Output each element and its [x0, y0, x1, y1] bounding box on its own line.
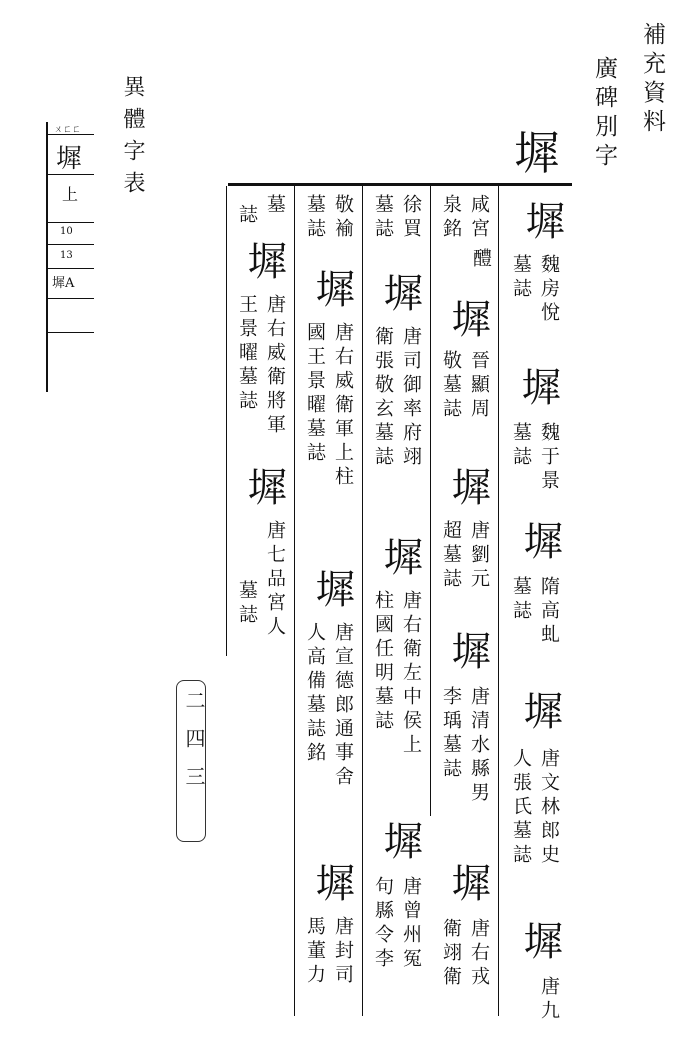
variant-glyph: 墀: [519, 200, 565, 240]
supplement-title: 補充資料: [639, 22, 665, 138]
index-num-2: 10: [60, 226, 73, 237]
variant-glyph: 墀: [517, 520, 563, 560]
variant-glyph: 墀: [445, 298, 491, 338]
page-marker-box: [176, 680, 206, 842]
entry-column-2: [432, 190, 498, 1020]
source-text: 衛張敬玄墓誌: [372, 326, 394, 470]
source-text: 唐曾州冤: [400, 876, 422, 972]
source-text: 唐清水縣男: [468, 686, 490, 806]
variant-glyph: 墀: [515, 366, 561, 406]
variant-glyph: 墀: [445, 466, 491, 506]
source-text: 人張氏墓誌: [510, 748, 532, 868]
entry-column-4: [296, 190, 362, 1020]
variant-table-title: 異體字表: [120, 75, 145, 203]
variant-glyph: 墀: [377, 536, 423, 576]
entry-column-1: [500, 190, 568, 1024]
source-text: 墓誌: [372, 194, 394, 242]
source-text: 晉顯周: [468, 350, 490, 422]
source-text: 李瑀墓誌: [440, 686, 462, 782]
index-num-3: 13: [60, 250, 73, 261]
source-text: 句縣令李: [372, 876, 394, 972]
source-text: 魏房悅: [538, 254, 560, 326]
source-text: 醴: [470, 248, 492, 272]
source-text: 魏于景: [538, 422, 560, 494]
variant-glyph: 墀: [241, 240, 287, 280]
source-text: 唐九: [538, 976, 560, 1024]
source-text: 泉銘: [440, 194, 462, 242]
variant-glyph: 墀: [445, 862, 491, 902]
source-text: 墓: [264, 194, 286, 218]
source-text: 墓誌: [304, 194, 326, 242]
source-text: 墓誌: [236, 580, 258, 628]
source-text: 唐右威衛軍上柱: [332, 322, 354, 490]
source-text: 唐宣德郎通事舍: [332, 622, 354, 790]
entry-column-3: [364, 190, 430, 1020]
index-top-label: ㄨㄈㄈ: [54, 125, 82, 135]
source-text: 敬褕: [332, 194, 354, 242]
page-marker: 二四三: [182, 690, 206, 804]
source-text: 隋高虬: [538, 576, 560, 648]
source-text: 馬董力: [304, 916, 326, 988]
column-rule-2: [430, 186, 431, 816]
source-text: 唐七品宮人: [264, 520, 286, 640]
source-text: 墓誌: [510, 254, 532, 302]
column-rule-5: [226, 186, 227, 656]
source-text: 超墓誌: [440, 520, 462, 592]
source-text: 咸宮: [468, 194, 490, 242]
source-text: 衛翊衛: [440, 918, 462, 990]
variant-glyph: 墀: [517, 690, 563, 730]
source-text: 柱國任明墓誌: [372, 590, 394, 734]
variant-glyph: 墀: [445, 630, 491, 670]
variant-glyph: 墀: [309, 568, 355, 608]
variant-glyph: 墀: [241, 466, 287, 506]
variant-glyph: 墀: [377, 272, 423, 312]
source-text: 徐買: [400, 194, 422, 242]
column-rule-4: [294, 186, 295, 1016]
head-character: 墀: [514, 126, 560, 180]
source-text: 墓誌: [510, 422, 532, 470]
source-text: 國王景曜墓誌: [304, 322, 326, 466]
source-text: 唐右威衛將軍: [264, 294, 286, 438]
source-text: 唐劉元: [468, 520, 490, 592]
source-text: 王景曜墓誌: [236, 294, 258, 414]
index-box: [46, 122, 96, 392]
column-rule-3: [362, 186, 363, 1016]
variant-glyph: 墀: [377, 820, 423, 860]
source-text: 人高備墓誌銘: [304, 622, 326, 766]
index-num-4: 墀A: [52, 276, 75, 291]
table-top-rule: [228, 183, 572, 186]
variant-glyph: 墀: [517, 920, 563, 960]
column-rule-1: [498, 186, 499, 1016]
variant-glyph: 墀: [309, 268, 355, 308]
source-text: 誌: [236, 204, 258, 228]
source-text: 敬墓誌: [440, 350, 462, 422]
source-text: 墓誌: [510, 576, 532, 624]
source-text: 唐右戎: [468, 918, 490, 990]
index-char: 墀: [56, 144, 83, 174]
source-title: 廣碑別字: [591, 56, 617, 172]
source-text: 唐文林郎史: [538, 748, 560, 868]
variant-glyph: 墀: [309, 862, 355, 902]
index-num-1: 上: [62, 185, 79, 204]
source-text: 唐右衛左中侯上: [400, 590, 422, 758]
source-text: 唐封司: [332, 916, 354, 988]
entry-column-5: [228, 190, 294, 660]
source-text: 唐司御率府翊: [400, 326, 422, 470]
